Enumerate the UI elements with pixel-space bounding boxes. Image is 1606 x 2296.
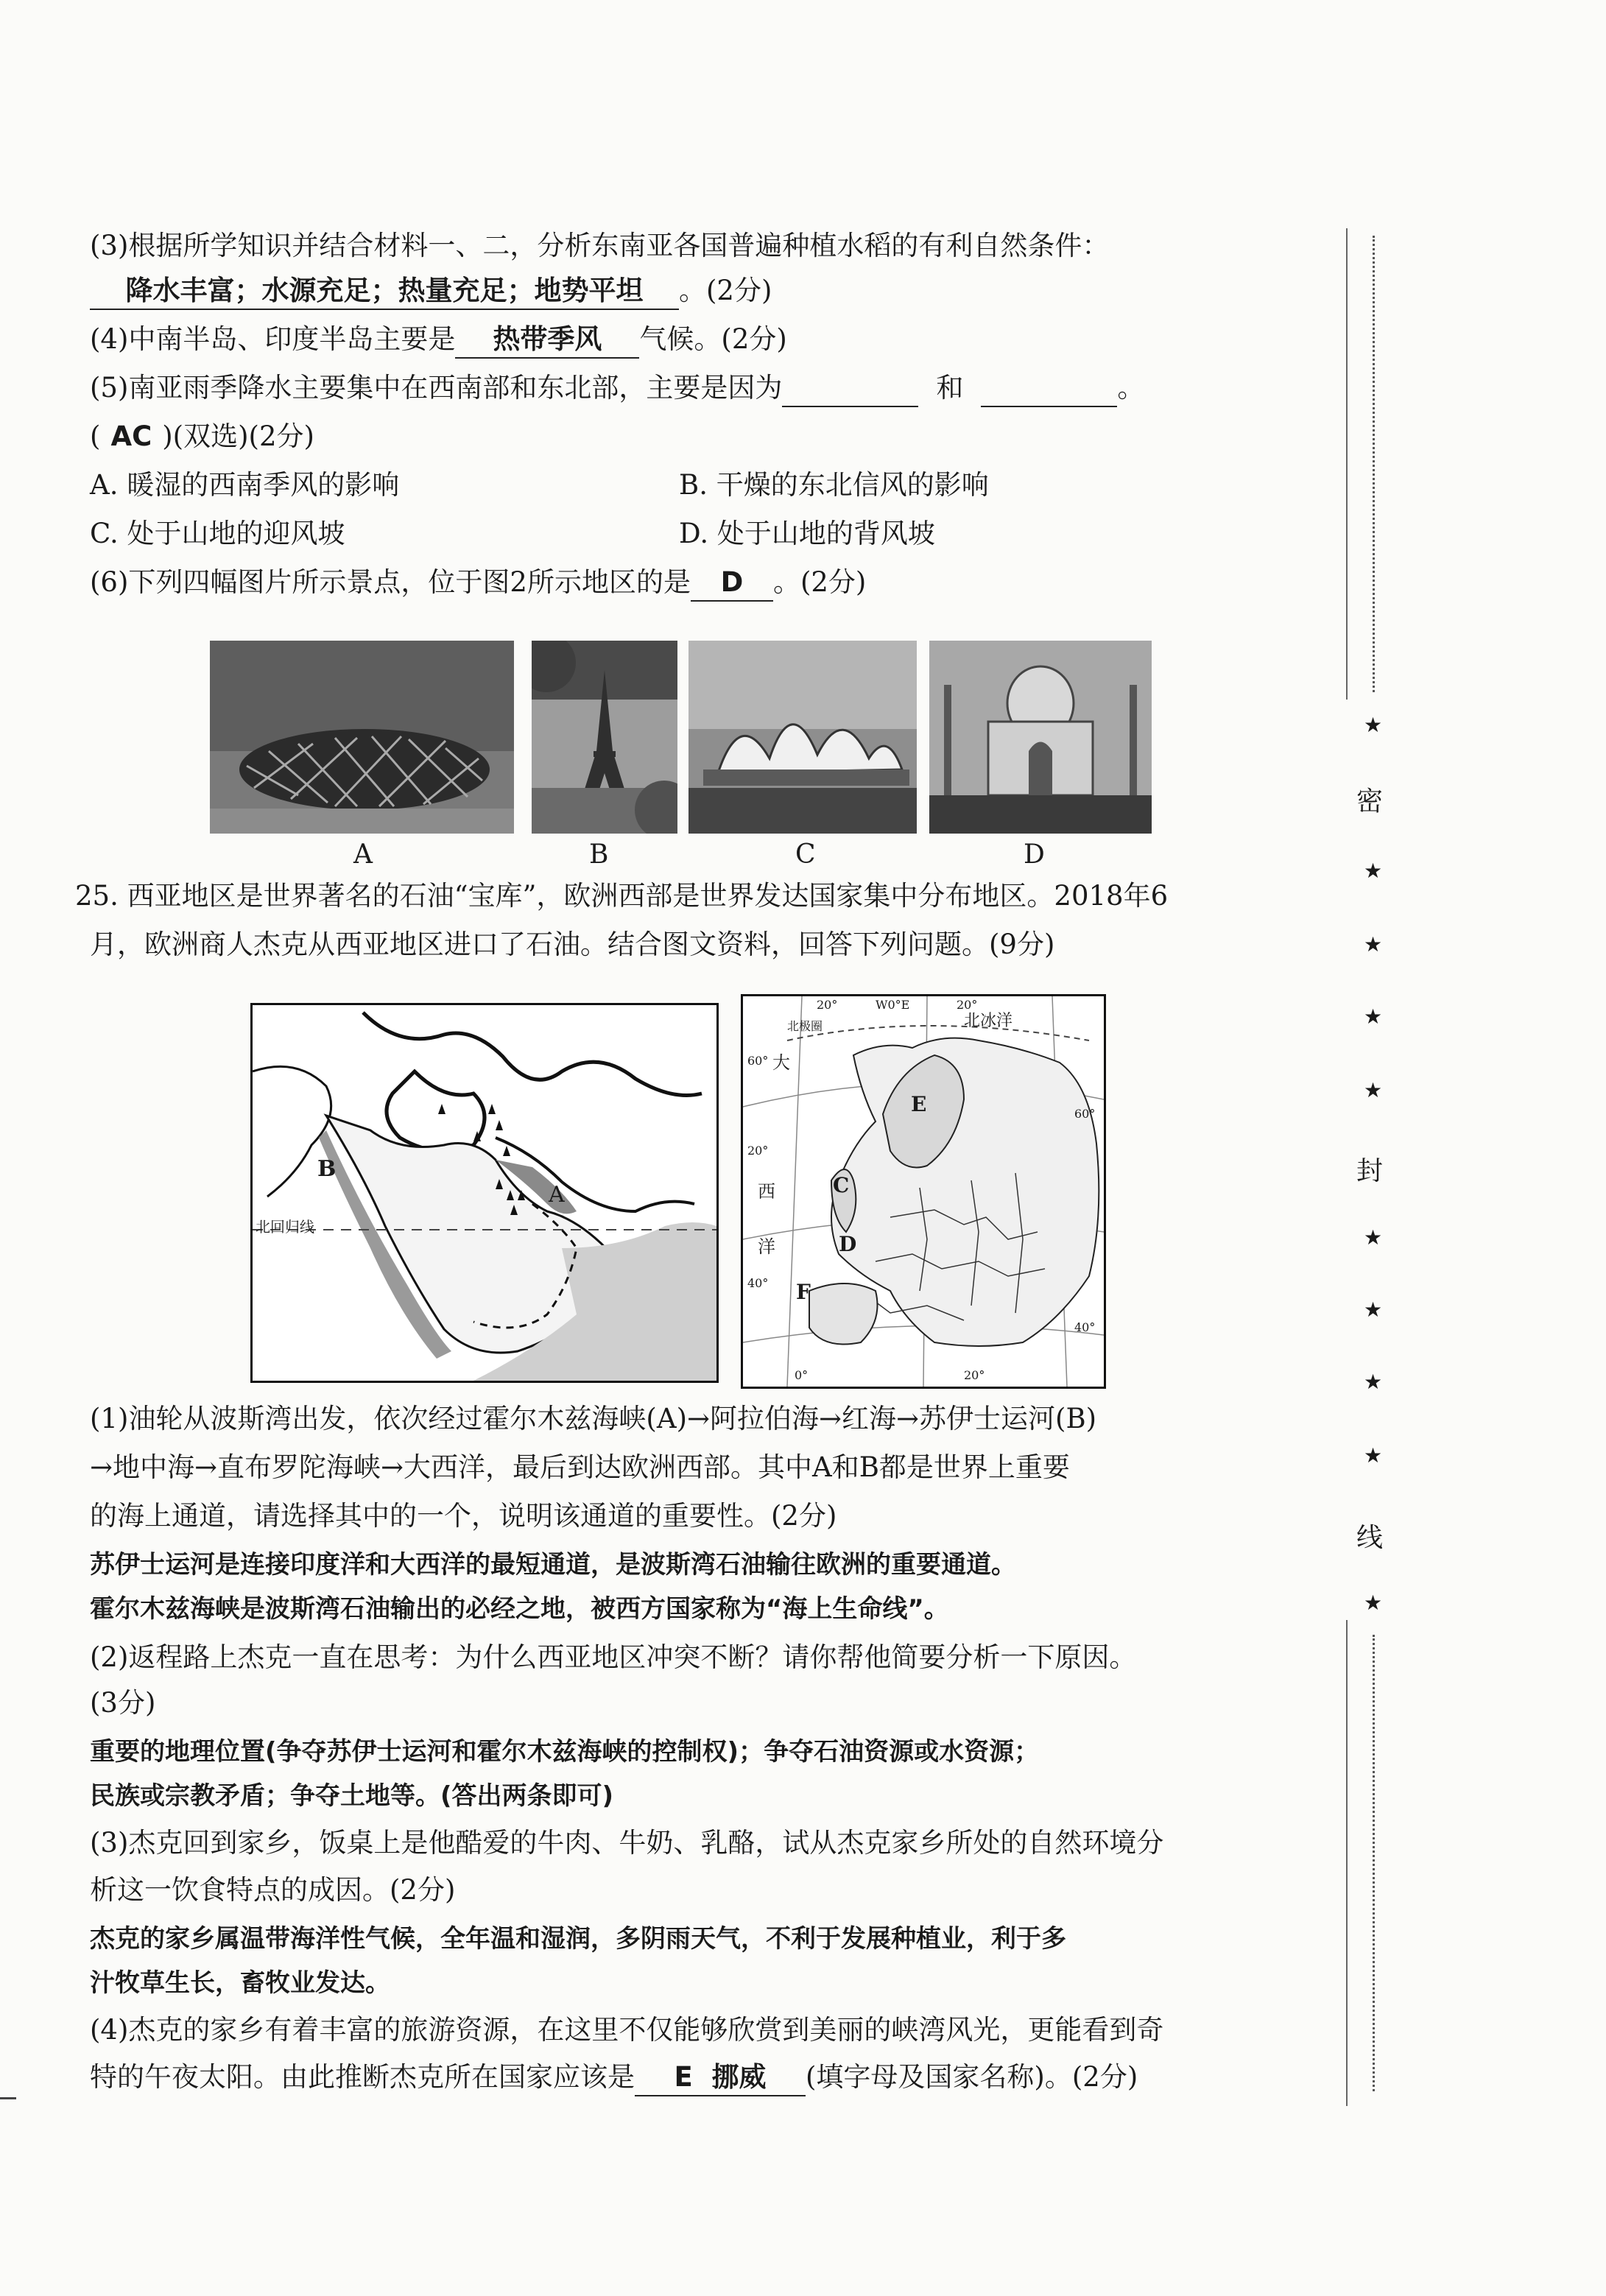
margin-star-10: ★ (1364, 1591, 1383, 1615)
q5-blank-1 (782, 370, 918, 407)
q5-paren-close: )(双选)(2分) (162, 420, 314, 452)
map2-lon-20b: 20° (957, 998, 978, 1012)
map2-lat-40a: 40° (747, 1276, 769, 1290)
q4-line (90, 318, 787, 361)
p4-answer: E 挪威 (635, 2060, 806, 2096)
q6-line (90, 561, 866, 604)
map1-label-b: B (317, 1156, 337, 1182)
map-west-asia (250, 1003, 719, 1383)
p3-answer-2: 汁牧草生长，畜牧业发达。 (90, 1968, 390, 1998)
margin-star-9: ★ (1364, 1443, 1383, 1468)
q4-text-before: (4)中南半岛、印度半岛主要是 (90, 323, 456, 355)
margin-star-5: ★ (1364, 1078, 1383, 1102)
q5-mid: 和 (936, 372, 964, 404)
map2-label-d: D (839, 1232, 857, 1256)
q5-text: (5)南亚雨季降水主要集中在西南部和东北部，主要是因为 (90, 372, 783, 404)
q5-tail: 。 (1117, 372, 1145, 404)
q6-text-after: 。(2分) (772, 566, 867, 598)
map1-label-a: A (549, 1182, 565, 1208)
margin-star-1: ★ (1364, 713, 1383, 737)
q6-answer: D (691, 565, 773, 602)
map2-atlantic-2: 西 (758, 1181, 775, 1202)
q5-option-c: C. 处于山地的迎风坡 (90, 518, 345, 549)
q3-answer: 降水丰富；水源充足；热量充足；地势平坦 (90, 273, 679, 310)
q4-text-after: 气候。(2分) (639, 323, 787, 355)
photo-label-b: B (589, 839, 609, 870)
margin-rule-bottom (1346, 1620, 1348, 2106)
map-europe (741, 994, 1106, 1389)
photo-eiffel-tower (532, 641, 677, 834)
photo-label-a: A (353, 839, 373, 870)
p3-line-2: 析这一饮食特点的成因。(2分) (90, 1874, 456, 1906)
map2-label-e: E (911, 1092, 927, 1116)
q5-paren-open: ( (90, 420, 101, 452)
p2-answer-1: 重要的地理位置(争夺苏伊士运河和霍尔木兹海峡的控制权)；争夺石油资源或水资源； (90, 1737, 1040, 1767)
margin-char-mi: 密 (1356, 786, 1384, 817)
margin-star-8: ★ (1364, 1370, 1383, 1394)
q4-answer: 热带季风 (455, 322, 639, 359)
p4-line-2 (90, 2056, 1138, 2099)
q25-line-2: 月，欧洲商人杰克从西亚地区进口了石油。结合图文资料，回答下列问题。(9分) (90, 929, 1055, 960)
photo-bird-nest-stadium (210, 641, 514, 834)
margin-star-7: ★ (1364, 1297, 1383, 1322)
photo-label-c: C (795, 839, 816, 870)
map2-lon-20a: 20° (817, 998, 838, 1012)
p3-answer-1: 杰克的家乡属温带海洋性气候，全年温和湿润，多阴雨天气，不利于发展种植业，利于多 (90, 1924, 1066, 1954)
p2-line-1: (2)返程路上杰克一直在思考：为什么西亚地区冲突不断？请你帮他简要分析一下原因。 (90, 1641, 1137, 1673)
p1-line-1: (1)油轮从波斯湾出发，依次经过霍尔木兹海峡(A)→阿拉伯海→红海→苏伊士运河(B) (90, 1403, 1097, 1434)
q5-line (90, 367, 1144, 409)
margin-star-6: ★ (1364, 1225, 1383, 1250)
q6-text-before: (6)下列四幅图片所示景点，位于图2所示地区的是 (90, 566, 691, 598)
margin-char-xian: 线 (1356, 1523, 1384, 1553)
p4-text-after: (填字母及国家名称)。(2分) (806, 2061, 1138, 2093)
margin-char-feng: 封 (1356, 1156, 1384, 1186)
q5-option-d: D. 处于山地的背风坡 (679, 518, 935, 549)
map2-lon-20c: 20° (964, 1368, 985, 1382)
q3-tail: 。(2分) (679, 275, 772, 306)
q3-text: (3)根据所学知识并结合材料一、二，分析东南亚各国普遍种植水稻的有利自然条件： (90, 230, 1110, 261)
photo-label-d: D (1024, 839, 1045, 870)
margin-rule-top (1346, 228, 1348, 700)
margin-dots-bottom (1373, 1635, 1375, 2091)
q5-option-a: A. 暖湿的西南季风的影响 (90, 469, 400, 501)
map2-lat-60b: 60° (1074, 1107, 1096, 1121)
q5-answer-line (90, 415, 314, 458)
map2-label-f: F (796, 1280, 811, 1304)
map2-arctic-circle: 北极圈 (787, 1019, 823, 1033)
margin-star-4: ★ (1364, 1004, 1383, 1029)
margin-dots-top (1373, 236, 1375, 692)
p4-text-before: 特的午夜太阳。由此推断杰克所在国家应该是 (90, 2061, 635, 2093)
q5-blank-2 (981, 370, 1117, 407)
q3-answer-line (90, 270, 772, 312)
p3-line-1: (3)杰克回到家乡，饭桌上是他酷爱的牛肉、牛奶、乳酪，试从杰克家乡所处的自然环境分 (90, 1827, 1164, 1859)
q5-answer: AC (110, 420, 152, 452)
p2-line-2: (3分) (90, 1687, 156, 1719)
map2-lat-60a: 60° (747, 1054, 769, 1068)
p1-line-3: 的海上通道，请选择其中的一个，说明该通道的重要性。(2分) (90, 1500, 837, 1532)
p1-answer-1: 苏伊士运河是连接印度洋和大西洋的最短通道，是波斯湾石油输往欧洲的重要通道。 (90, 1550, 1016, 1580)
map2-lon-w0e: W0°E (876, 998, 910, 1012)
photo-taj-mahal (929, 641, 1152, 834)
p2-answer-2: 民族或宗教矛盾；争夺土地等。(答出两条即可) (90, 1781, 614, 1811)
map2-label-c: C (833, 1173, 850, 1197)
margin-star-2: ★ (1364, 859, 1383, 883)
q5-option-b: B. 干燥的东北信风的影响 (679, 469, 989, 501)
map1-tropic-label: 北回归线 (256, 1218, 314, 1236)
map2-lat-20: 20° (747, 1144, 769, 1158)
map2-atlantic-3: 洋 (758, 1236, 775, 1257)
map2-lon-0: 0° (795, 1368, 809, 1382)
map2-lat-40b: 40° (1074, 1320, 1096, 1334)
p4-line-1: (4)杰克的家乡有着丰富的旅游资源，在这里不仅能够欣赏到美丽的峡湾风光，更能看到奇 (90, 2014, 1164, 2046)
p1-line-2: →地中海→直布罗陀海峡→大西洋，最后到达欧洲西部。其中A和B都是世界上重要 (90, 1451, 1070, 1483)
p1-answer-2: 霍尔木兹海峡是波斯湾石油输出的必经之地，被西方国家称为“海上生命线”。 (90, 1594, 949, 1624)
margin-star-3: ★ (1364, 932, 1383, 957)
photo-sydney-opera-house (688, 641, 917, 834)
scan-mark (0, 2097, 16, 2099)
q25-line-1: 25. 西亚地区是世界著名的石油“宝库”，欧洲西部是世界发达国家集中分布地区。2018年6 (75, 880, 1169, 912)
map2-atlantic-1: 大 (772, 1052, 790, 1073)
map2-arctic-ocean: 北冰洋 (964, 1012, 1013, 1030)
